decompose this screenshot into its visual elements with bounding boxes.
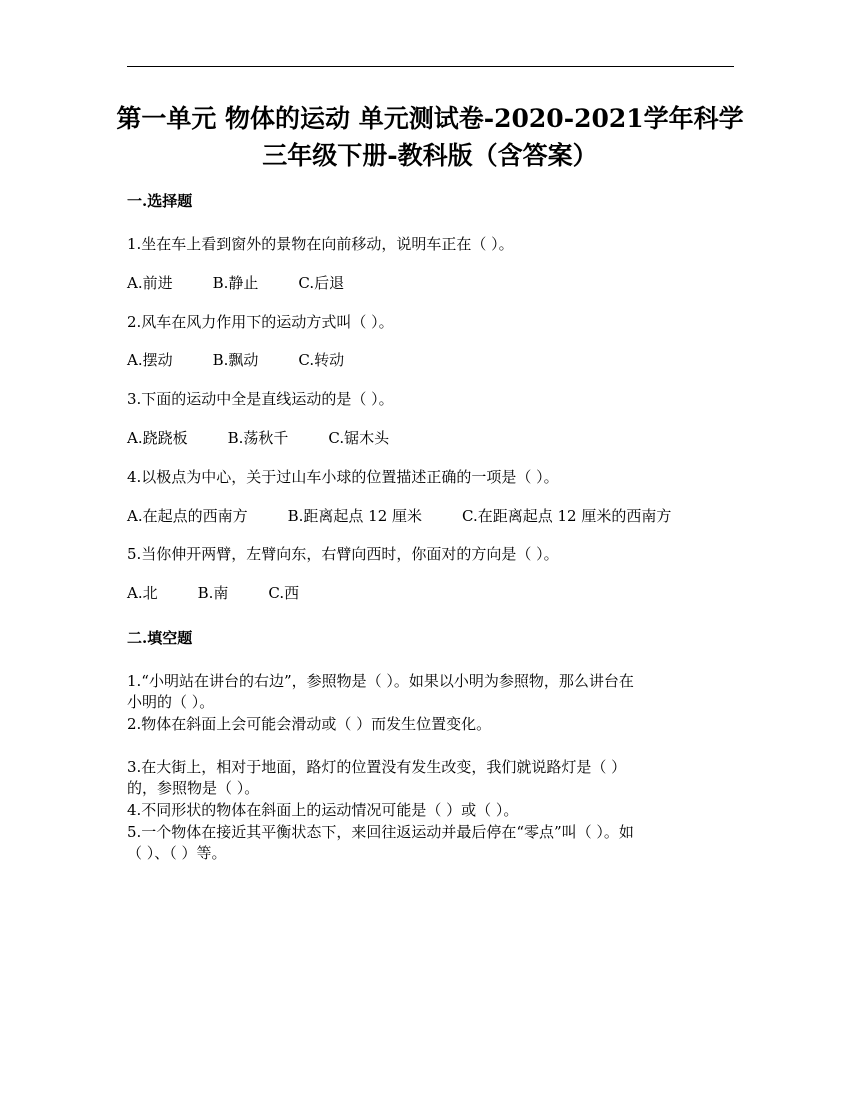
- question-2: 2.风车在风力作用下的运动方式叫（ ）。: [127, 313, 394, 331]
- fill-question-2: 2.物体在斜面上会可能会滑动或（ ）而发生位置变化。: [127, 715, 492, 733]
- question-3-options: [127, 428, 429, 448]
- option-b: B.飘动: [212, 351, 259, 369]
- question-2-options: [127, 350, 384, 370]
- option-b: B.荡秋千: [227, 429, 289, 447]
- option-b: B.南: [197, 584, 229, 602]
- section-heading-fill: 二.填空题: [127, 629, 193, 647]
- option-c: C.西: [268, 584, 300, 602]
- fill-question-4: 4.不同形状的物体在斜面上的运动情况可能是（ ）或（ ）。: [127, 801, 519, 819]
- option-a: A.北: [127, 584, 158, 602]
- header-rule: [127, 66, 734, 67]
- title-line-1: 第一单元 物体的运动 单元测试卷-2020-2021学年科学: [116, 104, 744, 133]
- question-5-options: [127, 583, 339, 603]
- question-5: 5.当你伸开两臂，左臂向东，右臂向西时，你面对的方向是（ ）。: [127, 545, 559, 563]
- option-c: C.后退: [298, 274, 345, 292]
- option-c: C.在距离起点 12 厘米的西南方: [462, 507, 672, 525]
- option-a: A.在起点的西南方: [127, 507, 248, 525]
- option-a: A.跷跷板: [127, 429, 188, 447]
- question-4: 4.以极点为中心，关于过山车小球的位置描述正确的一项是（ ）。: [127, 468, 559, 486]
- fill-question-1-line-1: 1.“小明站在讲台的右边”，参照物是（ ）。如果以小明为参照物，那么讲台在: [127, 672, 634, 690]
- option-b: B.距离起点 12 厘米: [287, 507, 423, 525]
- option-a: A.前进: [127, 274, 173, 292]
- fill-question-5-line-1: 5.一个物体在接近其平衡状态下，来回往返运动并最后停在“零点”叫（ ）。如: [127, 823, 634, 841]
- title-line-2: 三年级下册-教科版（含答案）: [262, 141, 598, 170]
- question-4-options: [127, 506, 711, 526]
- question-3: 3.下面的运动中全是直线运动的是（ ）。: [127, 390, 394, 408]
- option-b: B.静止: [212, 274, 259, 292]
- fill-question-3-line-2: 的，参照物是（ ）。: [127, 779, 260, 797]
- fill-question-5-line-2: （ ）、（ ）等。: [127, 844, 227, 862]
- option-a: A.摆动: [127, 351, 173, 369]
- question-1: 1.坐在车上看到窗外的景物在向前移动，说明车正在（ ）。: [127, 235, 514, 253]
- question-1-options: [127, 273, 384, 293]
- option-c: C.转动: [298, 351, 345, 369]
- document-title: [110, 100, 750, 174]
- fill-question-1-line-2: 小明的（ ）。: [127, 693, 215, 711]
- fill-question-3-line-1: 3.在大街上，相对于地面，路灯的位置没有发生改变，我们就说路灯是（ ）: [127, 758, 627, 776]
- option-c: C.锯木头: [328, 429, 390, 447]
- section-heading-choice: 一.选择题: [127, 192, 193, 210]
